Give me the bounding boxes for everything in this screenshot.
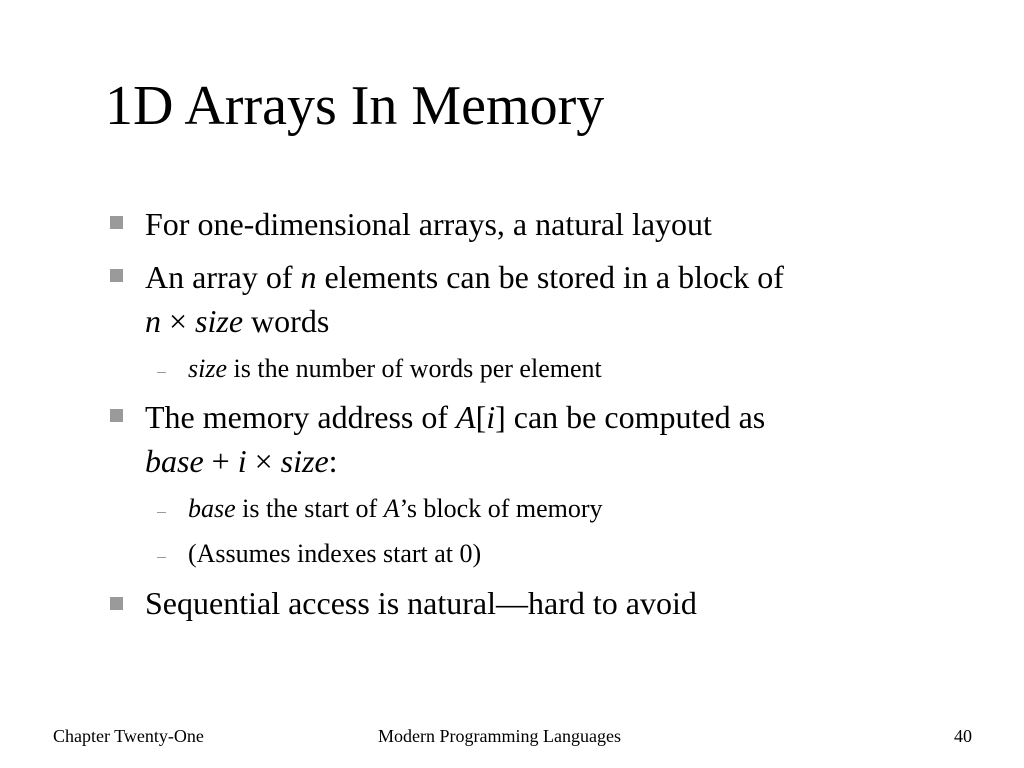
sub-bullet-text (188, 496, 603, 522)
bullet-text-run: Sequential access is natural—hard to avoid (145, 585, 697, 621)
bullet-text-run: + (203, 443, 238, 479)
bullet-marker (110, 216, 123, 229)
bullet-text (145, 587, 697, 619)
sub-bullet-text-run-italic: size (188, 354, 227, 383)
sub-bullet-text-run: is the start of (235, 494, 384, 523)
sub-bullet-marker (157, 512, 166, 513)
bullet-text-run: For one-dimensional arrays, a natural layout (145, 206, 712, 242)
sub-bullet-text (188, 541, 481, 567)
bullet-marker (110, 269, 123, 282)
bullet-text (145, 208, 712, 240)
footer-course-title: Modern Programming Languages (378, 726, 621, 746)
sub-bullet-text-run: is the number of words per element (227, 354, 602, 383)
bullet-text-run-italic: size (195, 303, 244, 339)
bullet-text-run: [ (475, 399, 487, 435)
bullet-text-run-italic: base (145, 443, 204, 479)
sub-bullet-text-run: (Assumes indexes start at 0) (188, 539, 482, 568)
footer-page-number: 40 (954, 726, 972, 746)
bullet-text-run-italic: i (237, 443, 247, 479)
bullet-text-run: × (161, 303, 196, 339)
bullet-text (145, 401, 765, 433)
footer-chapter: Chapter Twenty-One (53, 726, 204, 746)
sub-bullet-text-run-italic: base (188, 494, 236, 523)
bullet-text-run-italic: i (486, 399, 496, 435)
slide-title: 1D Arrays In Memory (105, 75, 605, 137)
bullet-marker (110, 597, 123, 610)
bullet-text-run: × (246, 443, 281, 479)
sub-bullet-text (188, 356, 602, 382)
bullet-marker (110, 409, 123, 422)
bullet-text (145, 261, 784, 293)
bullet-text-run-italic: n (300, 259, 317, 295)
bullet-text-run-italic: A (456, 399, 476, 435)
bullet-text-continuation (145, 305, 329, 337)
bullet-text-continuation (145, 445, 338, 477)
sub-bullet-marker (157, 557, 166, 558)
bullet-text-run-italic: size (280, 443, 329, 479)
sub-bullet-text-run: ’s block of memory (399, 494, 603, 523)
bullet-text-run-italic: n (145, 303, 161, 339)
bullet-text-run: The memory address of (145, 399, 457, 435)
bullet-text-run: elements can be stored in a block of (316, 259, 784, 295)
bullet-text-run: ] can be computed as (495, 399, 766, 435)
bullet-text-run: An array of (145, 259, 301, 295)
bullet-text-run: : (328, 443, 338, 479)
bullet-text-run: words (243, 303, 330, 339)
sub-bullet-text-run-italic: A (383, 494, 400, 523)
sub-bullet-marker (157, 372, 166, 373)
